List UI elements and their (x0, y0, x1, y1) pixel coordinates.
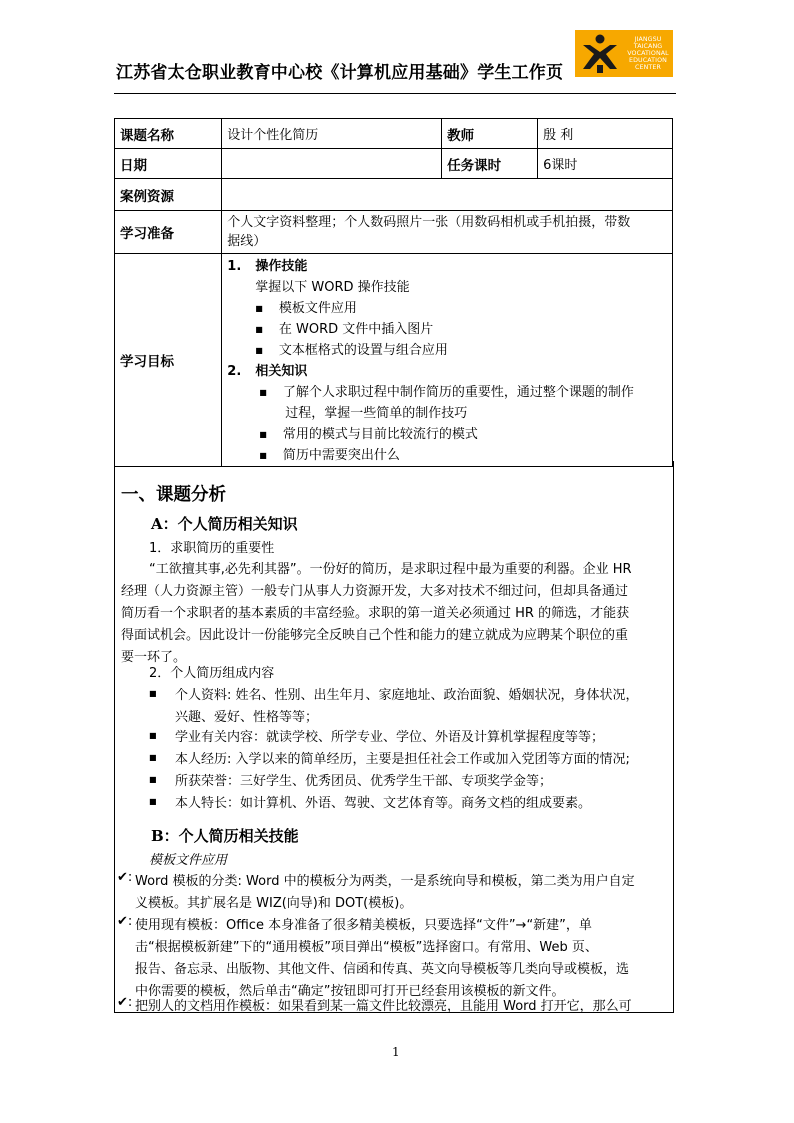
logo-figure-icon (579, 33, 621, 74)
paragraph-line: 简历看一个求职者的基本素质的丰富经验。求职的第一道关必须通过 HR 的筛选，才能获 (121, 606, 630, 621)
a2-title: 2．个人简历组成内容 (149, 666, 275, 681)
course-label: 课题名称 (115, 119, 222, 149)
prep-line-2: 据线） (227, 234, 267, 249)
school-logo (575, 30, 673, 77)
document-header-title: 江苏省太仓职业教育中心校《计算机应用基础》学生工作页 (116, 63, 564, 83)
list-item-continued: 兴趣、爱好、性格等等； (175, 710, 319, 725)
paragraph-line: 经理（人力资源主管）一般专门从事人力资源开发，大多对技术不细过问，但却具备通过 (121, 584, 629, 599)
list-item: 学业有关内容：就读学校、所学专业、学位、外语及计算机掌握程度等等； (175, 730, 605, 745)
section-heading: 一、课题分析 (121, 485, 226, 505)
resource-value (222, 179, 673, 211)
course-info-table (114, 118, 673, 467)
teacher-label: 教师 (442, 119, 538, 149)
paragraph-line: 报告、备忘录、出版物、其他文件、信函和传真、英文向导模板等几类向导或模板，选 (135, 962, 630, 977)
prep-line-1: 个人文字资料整理；个人数码照片一张（用数码相机或手机拍摄，带数 (227, 215, 631, 230)
prep-label: 学习准备 (115, 211, 222, 254)
bullet-icon: ■ (149, 731, 157, 740)
checkmark-icon: ✔: (117, 995, 133, 1010)
list-item-continued: 过程，掌握一些简单的制作技巧 (285, 406, 468, 421)
date-label: 日期 (115, 149, 222, 179)
bullet-icon: ■ (149, 797, 157, 806)
bullet-icon: ■ (149, 689, 157, 698)
b-subtitle: 模板文件应用 (149, 853, 228, 868)
paragraph-line: Word 模板的分类: Word 中的模板分为两类，一是系统向导和模板，第二类为用户自定 (135, 874, 635, 889)
subsection-heading-b: B：个人简历相关技能 (151, 827, 299, 845)
subsection-heading-a: A：个人简历相关知识 (151, 515, 298, 533)
teacher-value: 殷 利 (538, 119, 673, 149)
resource-label: 案例资源 (115, 179, 222, 211)
list-item: 本人特长：如计算机、外语、驾驶、文艺体育等。商务文档的组成要素。 (175, 796, 592, 811)
paragraph-line: 击“根据模板新建”下的“通用模板”项目弹出“模板”选择窗口。有常用、Web 页、 (135, 940, 598, 955)
bullet-icon: ■ (149, 775, 157, 784)
goal-value (222, 254, 673, 467)
goal-intro: 掌握以下 WORD 操作技能 (255, 280, 410, 295)
list-item: ■ 了解个人求职过程中制作简历的重要性，通过整个课题的制作 (259, 385, 634, 400)
paragraph-line: 中你需要的模板，然后单击“确定”按钮即可打开已经套用该模板的新文件。 (135, 984, 565, 999)
list-item: ■ 简历中需要突出什么 (259, 448, 400, 463)
list-item: ■ 在 WORD 文件中插入图片 (255, 322, 434, 337)
list-item: ■ 文本框格式的设置与组合应用 (255, 343, 448, 358)
paragraph-line: 得面试机会。因此设计一份能够完全反映自己个性和能力的建立就成为应聘某个职位的重 (121, 628, 629, 643)
header-divider (114, 93, 676, 94)
goal-label: 学习目标 (115, 254, 222, 467)
paragraph-line: 把别人的文档用作模板：如果看到某一篇文件比较漂亮，且能用 Word 打开它，那么可 (135, 999, 632, 1014)
list-item: ■ 常用的模式与目前比较流行的模式 (259, 427, 478, 442)
hours-value: 6课时 (538, 149, 673, 179)
date-value (222, 149, 442, 179)
list-item: ■ 模板文件应用 (255, 301, 357, 316)
list-item: 所获荣誉：三好学生、优秀团员、优秀学生干部、专项奖学金等； (175, 774, 553, 789)
list-item: 本人经历: 入学以来的简单经历，主要是担任社会工作或加入党团等方面的情况; (175, 752, 630, 767)
goal-section-1: 1. 操作技能 (227, 259, 308, 274)
checkmark-icon: ✔: (117, 870, 133, 885)
page-number: 1 (392, 1045, 400, 1059)
prep-value (222, 211, 673, 254)
paragraph-line: 使用现有模板：Office 本身准备了很多精美模板，只要选择“文件”→“新建”，单 (135, 918, 592, 933)
logo-text: JIANGSU TAICANG VOCATIONAL EDUCATION CENTER (627, 36, 669, 71)
paragraph-line: 要一环了。 (121, 650, 187, 665)
goal-section-2: 2. 相关知识 (227, 364, 308, 379)
hours-label: 任务课时 (442, 149, 538, 179)
paragraph-line: 义模板。其扩展名是 WIZ(向导)和 DOT(模板)。 (135, 896, 413, 911)
course-value: 设计个性化简历 (222, 119, 442, 149)
a1-title: 1．求职简历的重要性 (149, 541, 275, 556)
paragraph-line: “工欲擅其事,必先利其器”。一份好的简历，是求职过程中最为重要的利器。企业 HR (149, 562, 632, 577)
analysis-content (114, 461, 674, 1013)
bullet-icon: ■ (149, 753, 157, 762)
list-item: 个人资料: 姓名、性别、出生年月、家庭地址、政治面貌、婚姻状况，身体状况， (175, 688, 639, 703)
checkmark-icon: ✔: (117, 914, 133, 929)
